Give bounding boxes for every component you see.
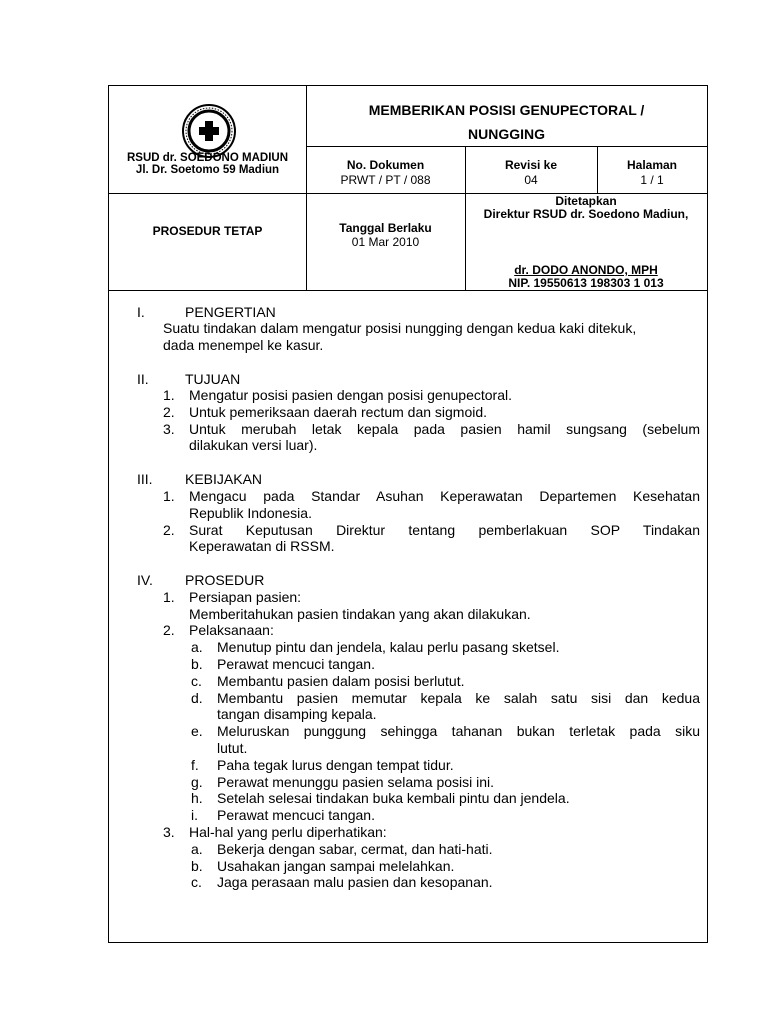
document-page	[108, 85, 708, 943]
list-number: 1.	[163, 387, 175, 403]
section-number: II.	[137, 371, 149, 387]
sublist-letter: h.	[191, 790, 203, 806]
sublist-letter: b.	[191, 858, 203, 874]
section-number: III.	[137, 471, 153, 487]
document-number-label: No. Dokumen	[346, 158, 425, 172]
section-heading: KEBIJAKAN	[185, 471, 263, 487]
sublist-letter: a.	[191, 639, 203, 655]
sublist-letter: b.	[191, 656, 203, 672]
revision-label: Revisi ke	[504, 158, 558, 172]
paragraph-line: dada menempel ke kasur.	[163, 337, 324, 353]
sublist-letter: e.	[191, 723, 203, 739]
sublist-item: Bekerja dengan sabar, cermat, dan hati-hati.	[217, 841, 493, 857]
director-name: dr. DODO ANONDO, MPH	[514, 263, 658, 277]
section-heading: PENGERTIAN	[185, 304, 276, 320]
sublist-letter: i.	[191, 807, 198, 823]
sublist-item: Setelah selesai tindakan buka kembali pintu dan jendela.	[217, 790, 570, 806]
list-item-continuation: Republik Indonesia.	[189, 505, 312, 521]
page-label: Halaman	[626, 158, 678, 172]
section-number: IV.	[137, 572, 153, 588]
section-number: I.	[137, 304, 145, 320]
section-heading: PROSEDUR	[185, 572, 265, 588]
document-title-line1: MEMBERIKAN POSISI GENUPECTORAL /	[368, 102, 645, 118]
list-item: Pelaksanaan:	[189, 622, 274, 638]
list-item: Surat Keputusan Direktur tentang pemberlakuan SOP Tindakan	[189, 522, 700, 538]
approved-label: Ditetapkan	[555, 194, 617, 208]
sublist-letter: c.	[191, 673, 202, 689]
sublist-item-continuation: tangan disamping kepala.	[217, 706, 377, 722]
hospital-name: RSUD dr. SOEDONO MADIUN	[126, 152, 288, 164]
sublist-item: Meluruskan punggung sehingga tahanan bukan terletak pada siku	[217, 723, 700, 739]
list-item: Mengatur posisi pasien dengan posisi genupectoral.	[189, 387, 512, 403]
hospital-logo	[181, 103, 237, 159]
sublist-letter: a.	[191, 841, 203, 857]
hospital-address: Jl. Dr. Soetomo 59 Madiun	[135, 164, 280, 176]
list-item-continuation: Keperawatan di RSSM.	[189, 538, 335, 554]
sublist-item: Perawat mencuci tangan.	[217, 807, 375, 823]
sublist-item: Perawat mencuci tangan.	[217, 656, 375, 672]
list-number: 1.	[163, 589, 175, 605]
effective-date-value: 01 Mar 2010	[351, 235, 420, 249]
document-number-value: PRWT / PT / 088	[340, 173, 431, 187]
paragraph-line: Suatu tindakan dalam mengatur posisi nungging dengan kedua kaki ditekuk,	[163, 320, 637, 336]
list-item-continuation: Memberitahukan pasien tindakan yang akan dilakukan.	[189, 606, 531, 622]
list-item: Untuk pemeriksaan daerah rectum dan sigmoid.	[189, 404, 488, 420]
sublist-letter: c.	[191, 874, 202, 890]
list-item: Mengacu pada Standar Asuhan Keperawatan Departemen Kesehatan	[189, 488, 700, 504]
list-item: Untuk merubah letak kepala pada pasien hamil sungsang (sebelum	[189, 421, 700, 437]
sublist-letter: d.	[191, 690, 203, 706]
sublist-item: Perawat menunggu pasien selama posisi ini.	[217, 774, 495, 790]
page-value: 1 / 1	[640, 173, 664, 187]
list-number: 2.	[163, 522, 175, 538]
header-table	[109, 86, 707, 291]
document-type: PROSEDUR TETAP	[152, 224, 263, 238]
sublist-item: Paha tegak lurus dengan tempat tidur.	[217, 757, 454, 773]
document-title-line2: NUNGGING	[468, 126, 545, 142]
revision-value: 04	[524, 173, 538, 187]
sublist-item: Membantu pasien dalam posisi berlutut.	[217, 673, 465, 689]
sublist-item: Membantu pasien memutar kepala ke salah satu sisi dan kedua	[217, 690, 700, 706]
divider	[306, 146, 707, 147]
director-nip: NIP. 19550613 198303 1 013	[508, 276, 664, 290]
sublist-item-continuation: lutut.	[217, 740, 248, 756]
list-number: 2.	[163, 404, 175, 420]
list-item: Persiapan pasien:	[189, 589, 302, 605]
effective-date-label: Tanggal Berlaku	[339, 221, 432, 235]
list-number: 2.	[163, 622, 175, 638]
section-heading: TUJUAN	[185, 371, 241, 387]
sublist-letter: f.	[191, 757, 199, 773]
list-number: 3.	[163, 824, 175, 840]
sublist-item: Menutup pintu dan jendela, kalau perlu pasang sketsel.	[217, 639, 560, 655]
list-number: 3.	[163, 421, 175, 437]
list-item: Hal-hal yang perlu diperhatikan:	[189, 824, 387, 840]
sublist-item: Jaga perasaan malu pasien dan kesopanan.	[217, 874, 493, 890]
approved-by: Direktur RSUD dr. Soedono Madiun,	[483, 207, 689, 221]
sublist-item: Usahakan jangan sampai melelahkan.	[217, 858, 455, 874]
list-number: 1.	[163, 488, 175, 504]
sublist-letter: g.	[191, 774, 203, 790]
list-item-continuation: dilakukan versi luar).	[189, 437, 318, 453]
